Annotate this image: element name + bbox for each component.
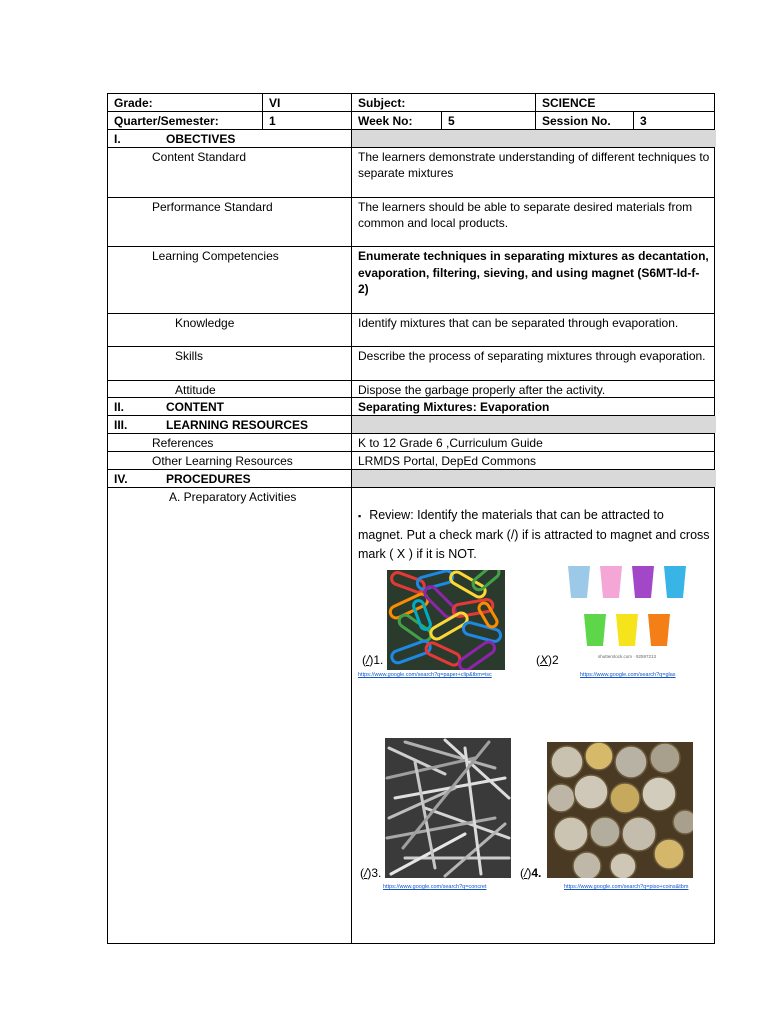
objectives-heading xyxy=(108,130,351,147)
references-label: References xyxy=(152,436,214,450)
week-label: Week No: xyxy=(351,112,441,129)
item-1-answer: (/)1. xyxy=(362,653,384,667)
preparatory-label: A. Preparatory Activities xyxy=(169,490,297,504)
lesson-plan-table xyxy=(107,93,715,944)
item-3-number: 3. xyxy=(371,866,382,880)
header-row-quarter xyxy=(108,112,714,130)
plastic-cups-image xyxy=(562,560,692,670)
subject-value: SCIENCE xyxy=(535,94,716,111)
objectives-numeral: I. xyxy=(114,132,121,146)
other-resources-text: LRMDS Portal, DepEd Commons xyxy=(351,452,716,469)
procedures-title: PROCEDURES xyxy=(166,472,251,486)
skills-label: Skills xyxy=(175,349,204,363)
item-4-mark: / xyxy=(524,866,528,880)
item-3-mark: / xyxy=(364,866,368,880)
subject-label: Subject: xyxy=(351,94,535,111)
knowledge-row xyxy=(108,314,714,347)
content-row xyxy=(108,398,714,416)
procedures-body-row xyxy=(108,488,714,943)
cups-credit: shutterstock.com · 92597213 xyxy=(597,654,657,659)
competencies-row xyxy=(108,247,714,314)
knowledge-text: Identify mixtures that can be separated through evaporation. xyxy=(351,314,716,346)
procedures-heading-row xyxy=(108,470,714,488)
resources-numeral: III. xyxy=(114,418,128,432)
skills-row xyxy=(108,347,714,381)
resources-heading xyxy=(108,416,351,433)
coins-image xyxy=(547,742,693,878)
week-value: 5 xyxy=(441,112,535,129)
review-instructions xyxy=(358,506,710,564)
procedures-heading xyxy=(108,470,351,487)
item-4-answer: (/)4. xyxy=(520,866,542,880)
objectives-heading-fill xyxy=(351,130,716,147)
content-title: CONTENT xyxy=(166,400,224,414)
nails-image xyxy=(385,738,511,878)
grade-label: Grade: xyxy=(114,96,153,110)
skills-text: Describe the process of separating mixtures through evaporation. xyxy=(351,347,716,380)
bullet-icon: ▪ xyxy=(358,511,362,521)
performance-standard-text: The learners should be able to separate desired materials from common and local products. xyxy=(351,198,716,246)
resources-heading-fill xyxy=(351,416,716,433)
header-row-grade xyxy=(108,94,714,112)
resources-title: LEARNING RESOURCES xyxy=(166,418,309,432)
item-2-mark: X xyxy=(540,653,549,667)
session-label: Session No. xyxy=(535,112,633,129)
attitude-text: Dispose the garbage properly after the activity. xyxy=(351,381,716,397)
attitude-label: Attitude xyxy=(175,383,216,397)
objectives-heading-row xyxy=(108,130,714,148)
item-4-link[interactable]: https://www.google.com/search?q=piso+coins&tbm xyxy=(564,884,689,890)
item-1-number: 1. xyxy=(373,653,384,667)
performance-standard-label: Performance Standard xyxy=(152,200,273,214)
knowledge-label: Knowledge xyxy=(175,316,235,330)
content-standard-text: The learners demonstrate understanding of different techniques to separate mixtures xyxy=(351,148,716,197)
item-1-mark: / xyxy=(366,653,370,667)
content-standard-row xyxy=(108,148,714,198)
references-text: K to 12 Grade 6 ,Curriculum Guide xyxy=(351,434,716,451)
competencies-label: Learning Competencies xyxy=(152,249,279,263)
procedures-content xyxy=(351,488,716,943)
content-heading xyxy=(108,398,351,415)
item-3-answer: (/)3. xyxy=(360,866,382,880)
resources-heading-row xyxy=(108,416,714,434)
item-4-number: 4. xyxy=(531,866,542,880)
performance-standard-row xyxy=(108,198,714,247)
item-2-answer: (X)2 xyxy=(536,653,559,667)
other-resources-label: Other Learning Resources xyxy=(152,454,293,468)
content-value: Separating Mixtures: Evaporation xyxy=(351,398,716,415)
session-value: 3 xyxy=(633,112,716,129)
grade-value: VI xyxy=(262,94,351,111)
item-3-link[interactable]: https://www.google.com/search?q=concret xyxy=(383,884,487,890)
paper-clips-image xyxy=(387,570,505,670)
objectives-title: OBECTIVES xyxy=(166,132,236,146)
attitude-row xyxy=(108,381,714,398)
procedures-numeral: IV. xyxy=(114,472,128,486)
content-numeral: II. xyxy=(114,400,125,414)
other-resources-row xyxy=(108,452,714,470)
content-standard-label: Content Standard xyxy=(152,150,247,164)
procedures-heading-fill xyxy=(351,470,716,487)
quarter-label: Quarter/Semester: xyxy=(114,114,219,128)
review-text: Review: Identify the materials that can be attracted to magnet. Put a check mark (/) if is attracted to magnet and cross mark ( X ) if it is NOT. xyxy=(358,508,710,561)
item-2-link[interactable]: https://www.google.com/search?q=glas xyxy=(580,672,676,678)
references-row xyxy=(108,434,714,452)
item-2-number: 2 xyxy=(552,653,559,667)
competencies-text: Enumerate techniques in separating mixtures as decantation, evaporation, filtering, sieving, and using magnet (S6MT-Id-f-2) xyxy=(351,247,716,313)
item-1-link[interactable]: https://www.google.com/search?q=paper+clip&tbm=isc xyxy=(358,672,492,678)
quarter-value: 1 xyxy=(262,112,351,129)
